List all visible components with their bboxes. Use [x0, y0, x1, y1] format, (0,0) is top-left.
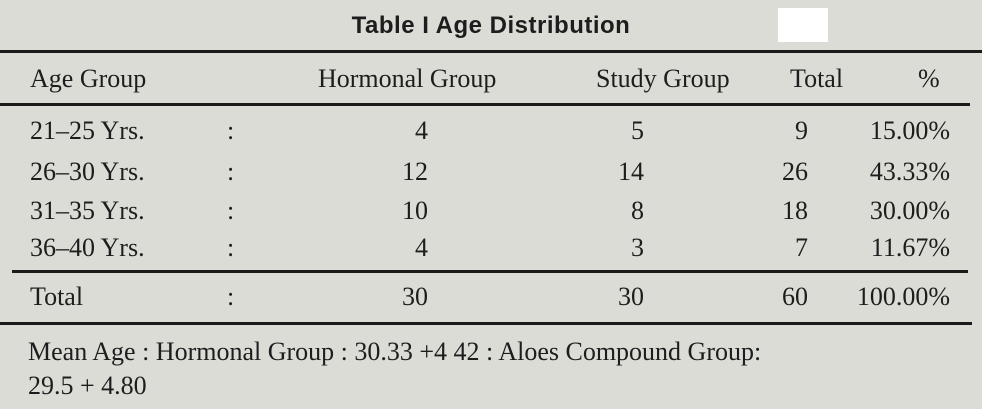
row-age: 36–40 Yrs.: [30, 233, 145, 262]
total-label: Total: [30, 282, 84, 311]
total-total: 60: [782, 282, 808, 311]
header-study-group: Study Group: [596, 64, 730, 93]
row-age: 26–30 Yrs.: [30, 157, 145, 186]
row-colon: :: [227, 116, 235, 145]
total-hormonal: 30: [402, 282, 428, 311]
top-rule: [0, 50, 982, 53]
row-study: 5: [631, 116, 644, 145]
row-age: 21–25 Yrs.: [30, 116, 145, 145]
row-colon: :: [227, 196, 235, 225]
row-study: 14: [618, 157, 644, 186]
footnote-line-1: Mean Age : Hormonal Group : 30.33 +4 42 : Aloes Compound Group:: [28, 337, 762, 366]
row-study: 8: [631, 196, 644, 225]
row-total: 18: [782, 196, 808, 225]
row-percent: 15.00%: [869, 116, 950, 145]
row-percent: 43.33%: [869, 157, 950, 186]
header-hormonal-group: Hormonal Group: [318, 64, 497, 93]
row-age: 31–35 Yrs.: [30, 196, 145, 225]
header-percent: %: [918, 64, 940, 93]
table-title: Table I Age Distribution: [351, 12, 631, 39]
row-total: 9: [795, 116, 808, 145]
row-total: 26: [782, 157, 808, 186]
header-total: Total: [790, 64, 844, 93]
row-study: 3: [631, 233, 644, 262]
row-colon: :: [227, 233, 235, 262]
row-percent: 30.00%: [869, 196, 950, 225]
total-study: 30: [618, 282, 644, 311]
footnote-line-2: 29.5 + 4.80: [28, 371, 147, 400]
blank-patch: [778, 8, 828, 42]
total-rule: [12, 270, 968, 273]
row-hormonal: 4: [415, 233, 428, 262]
total-percent: 100.00%: [856, 282, 950, 311]
total-colon: :: [227, 282, 235, 311]
header-age-group: Age Group: [30, 64, 147, 93]
row-percent: 11.67%: [870, 233, 950, 262]
row-total: 7: [795, 233, 808, 262]
bottom-rule: [0, 322, 972, 325]
row-hormonal: 4: [415, 116, 428, 145]
row-hormonal: 10: [402, 196, 428, 225]
header-rule: [0, 103, 970, 106]
row-colon: :: [227, 157, 235, 186]
row-hormonal: 12: [402, 157, 428, 186]
